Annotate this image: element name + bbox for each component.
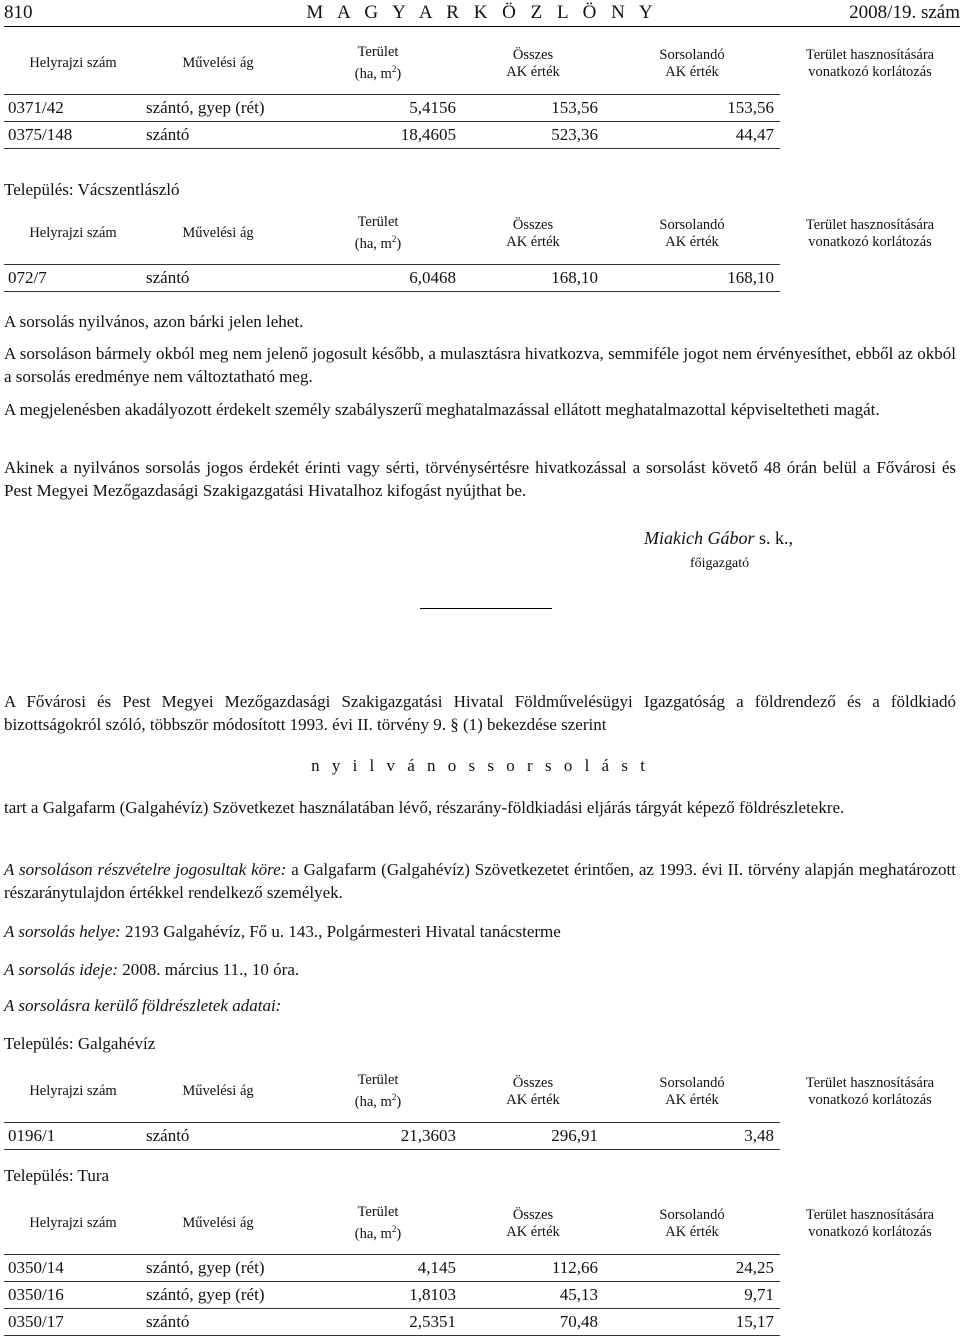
signer-name: Miakich Gábor — [644, 528, 755, 548]
header-label: Összes — [512, 1074, 554, 1091]
signature-name — [644, 528, 793, 549]
header-label: AK érték — [665, 1223, 719, 1240]
cell-cultivation — [142, 94, 294, 121]
cell-text: 44,47 — [735, 124, 774, 144]
header-label: Terület — [357, 1072, 399, 1089]
col-header-lottery-ak — [604, 1062, 780, 1122]
signature-title: főigazgató — [690, 556, 750, 571]
header-label: (ha, m — [354, 1094, 392, 1111]
header-label: Terület hasznosítására — [805, 217, 935, 233]
header-label: Összes — [512, 46, 554, 63]
parcel-table-2 — [4, 204, 960, 292]
col-header-restriction — [780, 204, 960, 264]
page-number: 810 — [4, 2, 33, 23]
table-row — [4, 1122, 960, 1149]
parcel-table-1 — [4, 34, 960, 149]
cell-area — [294, 1254, 462, 1281]
header-superscript: 2 — [391, 234, 397, 245]
table-header-row — [4, 1062, 960, 1122]
cell-text: 4,145 — [417, 1257, 456, 1277]
notice-intro: A Fővárosi és Pest Megyei Mezőgazdasági Szakigazgatási Hivatal Földművelésügyi Igazgatóság a földrendező és a földkiadó bizottságokról szóló, többször módosított 1993. évi II. törvény 9. § (1) bekezdése szerint — [4, 692, 956, 734]
cell-text: 168,10 — [727, 267, 774, 287]
table-row — [4, 121, 960, 148]
header-label: Művelési ág — [182, 225, 254, 242]
cell-text: 112,66 — [551, 1257, 598, 1277]
cell-text: 0350/17 — [8, 1311, 64, 1331]
notice-eligible — [4, 858, 956, 904]
cell-text: 2,5351 — [409, 1311, 456, 1331]
col-header-cultivation — [142, 1062, 294, 1122]
cell-text: szántó — [146, 1125, 190, 1145]
page-header — [4, 0, 960, 28]
header-superscript: 2 — [391, 1092, 397, 1103]
cell-text: 5,4156 — [409, 97, 456, 117]
cell-lottery-ak — [604, 1308, 780, 1335]
cell-restriction — [780, 1122, 960, 1149]
header-label: Összes — [512, 216, 554, 233]
table-header-row — [4, 34, 960, 94]
header-label: Sorsolandó — [659, 1074, 725, 1091]
cell-text: 296,91 — [551, 1125, 598, 1145]
cell-cultivation — [142, 1308, 294, 1335]
cell-total-ak — [462, 1122, 604, 1149]
col-header-total-ak — [462, 1194, 604, 1254]
settlement-heading: Település: Galgahévíz — [4, 1034, 156, 1053]
cell-text: 0350/14 — [8, 1257, 64, 1277]
header-label: Helyrajzi szám — [29, 55, 117, 72]
cell-restriction — [780, 121, 960, 148]
cell-text: 45,13 — [559, 1284, 598, 1304]
header-label: ) — [396, 66, 402, 83]
signer-suffix: s. k., — [754, 528, 793, 548]
col-header-cultivation — [142, 34, 294, 94]
col-header-cultivation — [142, 204, 294, 264]
cell-cultivation — [142, 121, 294, 148]
place-text: 2193 Galgahévíz, Fő u. 143., Polgármesteri Hivatal tanácsterme — [120, 922, 561, 941]
section-separator — [420, 608, 552, 609]
table-header-row — [4, 1194, 960, 1254]
cell-total-ak — [462, 1281, 604, 1308]
header-label: Művelési ág — [182, 1083, 254, 1100]
cell-parcel-id — [4, 264, 142, 291]
cell-text: szántó — [146, 267, 190, 287]
cell-text: 6,0468 — [409, 267, 456, 287]
header-label: (ha, m — [354, 1226, 392, 1243]
header-label: AK érték — [506, 233, 560, 250]
cell-total-ak — [462, 264, 604, 291]
col-header-area — [294, 1194, 462, 1254]
header-label: Művelési ág — [182, 55, 254, 72]
cell-text: 18,4605 — [400, 124, 456, 144]
header-label: ) — [396, 1094, 402, 1111]
cell-lottery-ak — [604, 1281, 780, 1308]
notice-spaced-heading: n y i l v á n o s s o r s o l á s t — [311, 756, 649, 775]
eligible-text: a Galgafarm (Galgahévíz) Szövetkezetet érintően, az 1993. évi II. törvény alapján meghatározott részaránytulajdon értékkel rendelkező személyek. — [4, 860, 956, 902]
parcel-table-3 — [4, 1062, 960, 1150]
cell-restriction — [780, 1308, 960, 1335]
col-header-total-ak — [462, 34, 604, 94]
col-header-area — [294, 34, 462, 94]
col-header-parcel-id — [4, 34, 142, 94]
paragraph-objection: Akinek a nyilvános sorsolás jogos érdekét érinti vagy sérti, törvénysértésre hivatkozással a sorsolást követő 48 órán belül a Fővárosi és Pest Megyei Mezőgazdasági Szakigazgatási Hivatalhoz kifogást nyújthat be. — [4, 458, 956, 500]
col-header-cultivation — [142, 1194, 294, 1254]
col-header-restriction — [780, 1062, 960, 1122]
place-label: A sorsolás helye: — [4, 922, 121, 941]
header-label: vonatkozó korlátozás — [808, 234, 932, 250]
header-label: ) — [396, 236, 402, 253]
cell-restriction — [780, 264, 960, 291]
cell-text: 0371/42 — [8, 97, 64, 117]
table-row — [4, 1308, 960, 1335]
cell-text: 70,48 — [559, 1311, 598, 1331]
cell-restriction — [780, 1281, 960, 1308]
header-label: Helyrajzi szám — [29, 1215, 117, 1232]
cell-text: 153,56 — [727, 97, 774, 117]
header-label: Összes — [512, 1206, 554, 1223]
cell-text: 15,17 — [735, 1311, 774, 1331]
cell-text: 24,25 — [735, 1257, 774, 1277]
cell-area — [294, 1281, 462, 1308]
header-label: Terület hasznosítására — [805, 47, 935, 63]
cell-area — [294, 94, 462, 121]
cell-text: szántó, gyep (rét) — [146, 97, 265, 117]
header-label: vonatkozó korlátozás — [808, 64, 932, 80]
cell-restriction — [780, 94, 960, 121]
header-label: Helyrajzi szám — [29, 225, 117, 242]
cell-area — [294, 264, 462, 291]
header-label: Terület — [357, 1204, 399, 1221]
header-label: ) — [396, 1226, 402, 1243]
header-label: Terület — [357, 214, 399, 231]
cell-area — [294, 1122, 462, 1149]
issue-number: 2008/19. szám — [849, 2, 960, 23]
col-header-lottery-ak — [604, 34, 780, 94]
col-header-area — [294, 1062, 462, 1122]
table-row — [4, 264, 960, 291]
table-row — [4, 1254, 960, 1281]
settlement-heading: Település: Vácszentlászló — [4, 180, 180, 199]
col-header-total-ak — [462, 204, 604, 264]
cell-parcel-id — [4, 94, 142, 121]
table-row — [4, 94, 960, 121]
cell-total-ak — [462, 121, 604, 148]
cell-text: szántó, gyep (rét) — [146, 1284, 265, 1304]
time-text: 2008. március 11., 10 óra. — [117, 960, 300, 979]
cell-text: 072/7 — [8, 267, 47, 287]
cell-text: 523,36 — [551, 124, 598, 144]
notice-body: tart a Galgafarm (Galgahévíz) Szövetkezet használatában lévő, részarány-földkiadási eljárás tárgyát képező földrészletekre. — [4, 798, 845, 817]
col-header-restriction — [780, 1194, 960, 1254]
header-label: Sorsolandó — [659, 46, 725, 63]
cell-text: 168,10 — [551, 267, 598, 287]
settlement-heading: Település: Tura — [4, 1166, 110, 1185]
col-header-parcel-id — [4, 204, 142, 264]
col-header-parcel-id — [4, 1062, 142, 1122]
cell-parcel-id — [4, 1254, 142, 1281]
header-label: Terület hasznosítására — [805, 1207, 935, 1223]
notice-parcels-label: A sorsolásra kerülő földrészletek adatai: — [4, 996, 282, 1015]
cell-text: 0350/16 — [8, 1284, 64, 1304]
header-label: AK érték — [665, 63, 719, 80]
col-header-restriction — [780, 34, 960, 94]
col-header-lottery-ak — [604, 1194, 780, 1254]
cell-restriction — [780, 1254, 960, 1281]
header-label: vonatkozó korlátozás — [808, 1224, 932, 1240]
cell-cultivation — [142, 1254, 294, 1281]
cell-area — [294, 121, 462, 148]
cell-text: 0196/1 — [8, 1125, 56, 1145]
cell-total-ak — [462, 1254, 604, 1281]
cell-parcel-id — [4, 1308, 142, 1335]
header-label: (ha, m — [354, 66, 392, 83]
cell-total-ak — [462, 94, 604, 121]
cell-parcel-id — [4, 1122, 142, 1149]
notice-time — [4, 958, 956, 981]
header-label: AK érték — [665, 1091, 719, 1108]
cell-text: szántó — [146, 124, 190, 144]
cell-lottery-ak — [604, 1122, 780, 1149]
col-header-parcel-id — [4, 1194, 142, 1254]
cell-lottery-ak — [604, 1254, 780, 1281]
header-label: AK érték — [506, 1091, 560, 1108]
header-label: AK érték — [665, 233, 719, 250]
cell-text: 9,71 — [744, 1284, 774, 1304]
col-header-area — [294, 204, 462, 264]
cell-lottery-ak — [604, 121, 780, 148]
col-header-total-ak — [462, 1062, 604, 1122]
parcel-table-4 — [4, 1194, 960, 1336]
header-label: AK érték — [506, 1223, 560, 1240]
header-label: Helyrajzi szám — [29, 1083, 117, 1100]
journal-title: M A G Y A R K Ö Z L Ö N Y — [306, 2, 658, 23]
cell-text: 21,3603 — [400, 1125, 456, 1145]
header-label: AK érték — [506, 63, 560, 80]
cell-text: 153,56 — [551, 97, 598, 117]
table-header-row — [4, 204, 960, 264]
header-label: Sorsolandó — [659, 216, 725, 233]
cell-cultivation — [142, 1122, 294, 1149]
cell-cultivation — [142, 1281, 294, 1308]
header-label: (ha, m — [354, 236, 392, 253]
cell-parcel-id — [4, 1281, 142, 1308]
header-superscript: 2 — [391, 64, 397, 75]
cell-parcel-id — [4, 121, 142, 148]
header-divider — [4, 26, 960, 27]
header-label: vonatkozó korlátozás — [808, 1092, 932, 1108]
table-row — [4, 1281, 960, 1308]
cell-total-ak — [462, 1308, 604, 1335]
header-label: Terület — [357, 44, 399, 61]
cell-text: 0375/148 — [8, 124, 73, 144]
cell-text: 3,48 — [744, 1125, 774, 1145]
cell-text: szántó, gyep (rét) — [146, 1257, 265, 1277]
col-header-lottery-ak — [604, 204, 780, 264]
cell-lottery-ak — [604, 94, 780, 121]
notice-place — [4, 920, 956, 943]
paragraph-public: A sorsolás nyilvános, azon bárki jelen lehet. — [4, 312, 304, 331]
cell-cultivation — [142, 264, 294, 291]
header-superscript: 2 — [391, 1224, 397, 1235]
cell-text: szántó — [146, 1311, 190, 1331]
header-label: Terület hasznosítására — [805, 1075, 935, 1091]
time-label: A sorsolás ideje: — [4, 960, 118, 979]
cell-lottery-ak — [604, 264, 780, 291]
cell-text: 1,8103 — [409, 1284, 456, 1304]
eligible-label: A sorsoláson részvételre jogosultak köre: — [4, 860, 287, 879]
paragraph-proxy: A megjelenésben akadályozott érdekelt személy szabályszerű meghatalmazással ellátott meghatalmazottal képviseltetheti magát. — [4, 400, 880, 419]
header-label: Művelési ág — [182, 1215, 254, 1232]
cell-area — [294, 1308, 462, 1335]
paragraph-absence: A sorsoláson bármely okból meg nem jelenő jogosult később, a mulasztásra hivatkozva, semmiféle jogot nem érvényesíthet, ebből az okból a sorsolás eredménye nem változtatható meg. — [4, 344, 956, 386]
header-label: Sorsolandó — [659, 1206, 725, 1223]
